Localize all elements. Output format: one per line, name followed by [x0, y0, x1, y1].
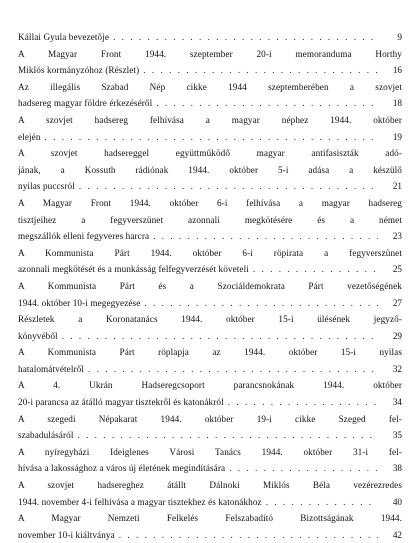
toc-entry-title: elején — [18, 131, 41, 142]
toc-entry-line — [18, 477, 402, 494]
dot-leader — [225, 460, 378, 477]
table-of-contents — [18, 29, 402, 543]
page-number: 16 — [392, 65, 402, 76]
toc-entry-title: A Magyar Nemzeti Felkelés Felszabadító Bizottságának 1944. — [18, 513, 402, 524]
page-number: 25 — [392, 264, 402, 275]
dot-leader — [58, 328, 378, 345]
toc-entry-title: 20-i parancsa az átálló magyar tisztekről és katonákról — [18, 397, 224, 408]
toc-entry-line — [18, 328, 402, 345]
toc-entry-title: A szegedi Népakarat 1944. október 19-i cikke Szeged fel- — [18, 413, 402, 424]
toc-entry — [18, 245, 402, 278]
toc-entry — [18, 46, 402, 79]
toc-entry-title: hívása a lakossághoz a város új életének megindítására — [18, 463, 226, 474]
toc-entry-title: Miklós kormányzóhoz (Részlet) — [18, 65, 140, 76]
page-number: 38 — [392, 463, 402, 474]
toc-entry-title: november 10-i kiáltványa — [18, 529, 115, 540]
toc-entry — [18, 278, 402, 311]
dot-leader — [73, 427, 378, 444]
dot-leader — [262, 494, 378, 511]
page-number: 29 — [392, 330, 402, 341]
page-number: 19 — [392, 131, 402, 142]
toc-entry-line — [18, 162, 402, 179]
toc-entry-title: 1944. november 4-i felhívása a magyar tisztekhez és katonákhoz — [18, 496, 262, 507]
toc-entry-line — [18, 212, 402, 229]
toc-entry-line — [18, 411, 402, 428]
dot-leader — [75, 178, 378, 195]
toc-entry-line — [18, 510, 402, 527]
toc-entry-line — [18, 195, 402, 212]
toc-entry-title: A Magyar Front 1944. október 6-i felhívása a magyar hadsereg — [18, 197, 402, 208]
toc-entry — [18, 112, 402, 145]
toc-entry — [18, 444, 402, 477]
toc-entry — [18, 510, 402, 543]
toc-entry-title: A szovjet hadsereggel együttműködő magyar antifasiszták adó- — [18, 148, 402, 159]
toc-entry-line — [18, 46, 402, 63]
toc-entry-line — [18, 245, 402, 262]
dot-leader — [149, 228, 378, 245]
toc-entry-title: jának, a Kossuth rádiónak 1944. október 5-i adása a készülő — [18, 164, 402, 175]
toc-entry-line — [18, 145, 402, 162]
toc-entry-title: Kállai Gyula bevezetője — [18, 32, 110, 42]
toc-entry-title: A szovjet hadsereg felhívása a magyar néphez 1944. október — [18, 114, 402, 125]
toc-entry-line — [18, 29, 402, 46]
toc-entry-title: A 4. Ukrán Hadseregcsoport parancsnokának 1944. október — [18, 380, 402, 391]
toc-entry-title: azonnali megkötését és a munkásság felfegyverzését követeli — [18, 264, 249, 275]
dot-leader — [84, 361, 378, 378]
page-number: 35 — [392, 430, 402, 441]
toc-entry-line — [18, 344, 402, 361]
toc-entry-line — [18, 62, 402, 79]
page-number: 40 — [392, 496, 402, 507]
dot-leader — [140, 295, 378, 312]
toc-entry-line — [18, 394, 402, 411]
toc-entry-title: Részletek a Koronatanács 1944. október 15-i ülésének jegyző- — [18, 314, 402, 325]
toc-entry-line — [18, 129, 402, 146]
toc-entry-title: könyvéből — [18, 330, 58, 341]
toc-entry-title: A Kommunista Párt röplapja az 1944. október 15-i nyilas — [18, 347, 402, 358]
page-number: 34 — [392, 397, 402, 408]
toc-entry — [18, 344, 402, 377]
toc-entry-title: A Magyar Front 1944. szeptember 20-i memoranduma Horthy — [18, 48, 402, 59]
page-number: 32 — [392, 363, 402, 374]
toc-entry-title: megszállók elleni fegyveres harcra — [18, 231, 150, 242]
toc-entry — [18, 29, 402, 46]
toc-entry — [18, 377, 402, 410]
page-number: 18 — [392, 98, 402, 109]
toc-entry-line — [18, 377, 402, 394]
toc-entry-title: 1944. október 10-i megegyezése — [18, 297, 141, 308]
toc-entry-line — [18, 178, 402, 195]
dot-leader — [109, 29, 378, 46]
toc-entry-line — [18, 278, 402, 295]
toc-entry-line — [18, 311, 402, 328]
page-number: 23 — [392, 231, 402, 242]
dot-leader — [224, 394, 378, 411]
page-number: 9 — [397, 32, 402, 42]
toc-entry-line — [18, 295, 402, 312]
toc-entry-title: Az illegális Szabad Nép cikke 1944 szeptemberében a szovjet — [18, 81, 402, 92]
dot-leader — [139, 62, 378, 79]
toc-entry-title: hatalomátvételről — [18, 363, 84, 374]
toc-entry-line — [18, 494, 402, 511]
toc-entry-title: nyilas puccsról — [18, 181, 75, 192]
toc-entry — [18, 411, 402, 444]
toc-entry-line — [18, 95, 402, 112]
toc-entry-title: szabadulásáról — [18, 430, 74, 441]
toc-entry-line — [18, 361, 402, 378]
toc-entry-line — [18, 79, 402, 96]
page-number: 21 — [392, 181, 402, 192]
toc-entry-title: A szovjet hadsereghez átállt Dálnoki Miklós Béla vezérezredes — [18, 480, 402, 491]
toc-entry-title: tisztjeihez a fegyverszünet azonnali megkötésére és a német — [18, 214, 402, 225]
page-number: 42 — [392, 529, 402, 540]
toc-entry — [18, 195, 402, 245]
toc-entry — [18, 311, 402, 344]
toc-entry-title: A Kommunista Párt és a Szociáldemokrata Párt vezetőségének — [18, 280, 402, 291]
dot-leader — [152, 95, 378, 112]
toc-entry-title: hadsereg magyar földre érkezéséről — [18, 98, 153, 109]
toc-entry-line — [18, 444, 402, 461]
toc-entry-line — [18, 261, 402, 278]
toc-entry — [18, 477, 402, 510]
page-number: 27 — [392, 297, 402, 308]
toc-entry — [18, 79, 402, 112]
toc-entry — [18, 145, 402, 195]
toc-entry-line — [18, 228, 402, 245]
toc-entry-title: A nyíregyházi Ideiglenes Városi Tanács 1944. október 31-i fel- — [18, 446, 402, 457]
dot-leader — [249, 261, 378, 278]
toc-entry-line — [18, 112, 402, 129]
toc-entry-line — [18, 460, 402, 477]
dot-leader — [41, 129, 378, 146]
toc-entry-line — [18, 427, 402, 444]
toc-entry-title: A Kommunista Párt 1944. október 6-i röpirata a fegyverszünet — [18, 247, 402, 258]
